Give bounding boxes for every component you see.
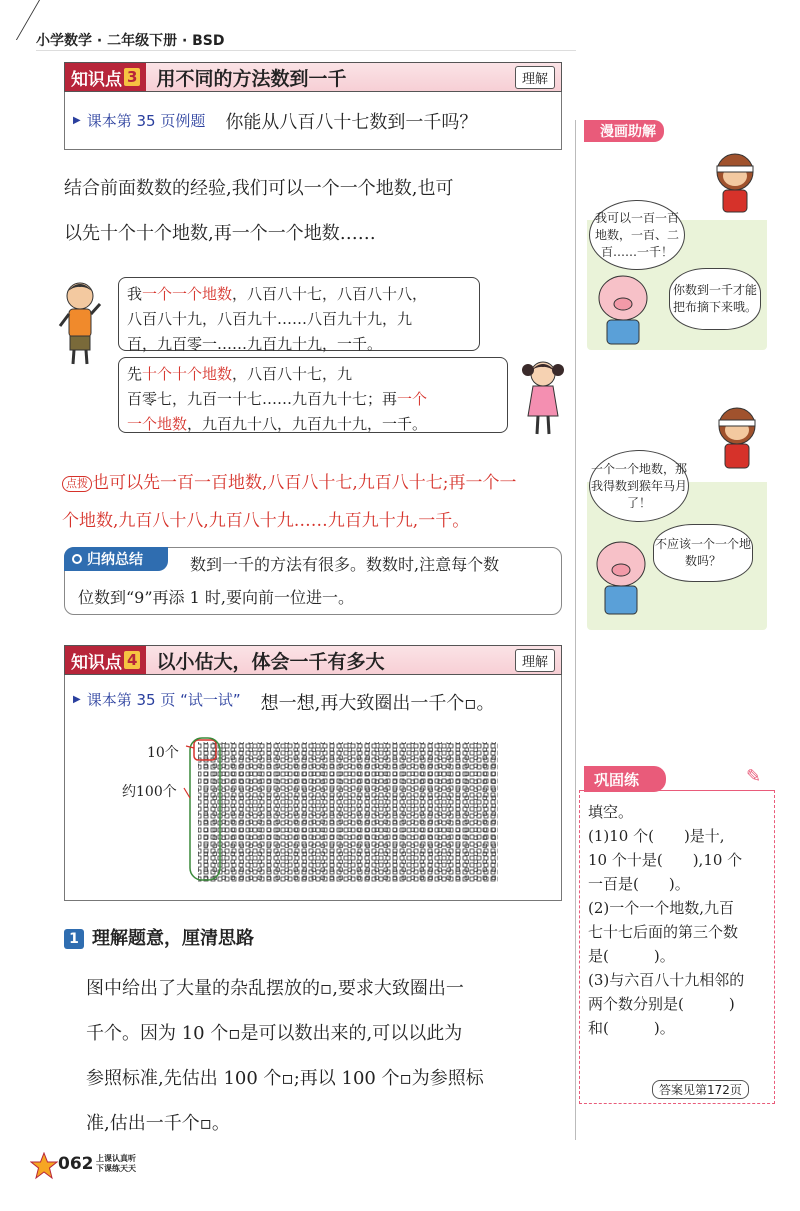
- tip-block: [62, 464, 572, 540]
- answer-reference: 答案见第172页: [652, 1080, 749, 1099]
- practice-content: 填空。 (1)10 个( )是十, 10 个十是( ),10 个 一百是( )。 (2)一个一个地数,九百 七十七后面的第三个数 是( )。 (3)与六百八十九相邻的 两个数分别是( ) 和( )。: [588, 800, 774, 1040]
- kp3-tag: 知识点 3: [65, 63, 146, 91]
- triangle-icon: ▶: [73, 694, 81, 705]
- comic2-monkey-bubble: 一个一个地数，那我得数到猴年马月了！: [589, 450, 689, 522]
- girl-illustration: [518, 356, 568, 440]
- step-number: 1: [64, 929, 84, 949]
- tip-tag: 点拨: [62, 476, 92, 492]
- kp3-title: 用不同的方法数到一千: [156, 67, 347, 90]
- intro-line-2: 以先十个十个地数,再一个一个地数……: [64, 223, 376, 244]
- comic-panel-1: [587, 150, 767, 350]
- column-divider: [575, 120, 576, 1140]
- comic-label: 漫画助解: [584, 120, 664, 142]
- triangle-icon: ▶: [73, 115, 81, 126]
- summary-line-2: 位数到“9”再添 1 时,要向前一位进一。: [78, 588, 354, 607]
- pig-illustration: [593, 270, 657, 350]
- comic1-monkey-bubble: 我可以一百一百地数，一百、二百……一千！: [589, 200, 685, 270]
- figure-label-10: 10个: [147, 745, 179, 761]
- practice-label: 巩固练: [584, 766, 666, 792]
- kp4-tag: 知识点 4: [65, 646, 146, 674]
- pig-illustration: [591, 536, 655, 620]
- running-head: 小学数学 · 二年级下册 · BSD: [36, 33, 225, 49]
- intro-paragraph: [64, 166, 564, 256]
- highlight-text: 一个一个地数: [142, 285, 233, 303]
- kp3-ref-label: ▶ 课本第 35 页例题: [73, 112, 206, 130]
- kp3-badge: 理解: [515, 66, 555, 89]
- comic1-pig-bubble: 你数到一千才能把布摘下来哦。: [669, 268, 761, 330]
- monkey-illustration: [705, 150, 765, 220]
- practice-q2: (2)一个一个地数,九百: [588, 899, 735, 917]
- figure-label-100: 约100个: [122, 784, 177, 800]
- header-rule: [36, 50, 576, 51]
- intro-line-1: 结合前面数数的经验,我们可以一个一个地数,也可: [64, 178, 454, 199]
- summary-line-1: 数到一千的方法有很多。数数时,注意每个数: [190, 555, 500, 574]
- squares-figure: [182, 736, 502, 886]
- speech-bubble-girl: 先十个十个地数，八百八十七，九 百零七，九百一十七……九百九十七；再一个 一个地数，九百九十八，九百九十九，一千。: [118, 357, 508, 433]
- kp3-reference: [64, 92, 562, 150]
- kp3-question: 你能从八百八十七数到一千吗？: [225, 111, 478, 133]
- kp4-question: 想一想,再大致圈出一千个▫。: [260, 693, 495, 714]
- kp3-number: 3: [124, 68, 140, 86]
- step-title: 理解题意，厘清思路: [92, 928, 254, 949]
- comic2-pig-bubble: 不应该一个一个地数吗？: [653, 524, 753, 582]
- kp4-badge: 理解: [515, 649, 555, 672]
- boy-illustration: [56, 278, 104, 370]
- footer-slogan: 上课认真听 下课练天天: [96, 1154, 136, 1173]
- page-number: 062: [58, 1154, 94, 1174]
- practice-title: 填空。: [588, 803, 634, 821]
- circle-icon: [72, 554, 82, 564]
- practice-q3: (3)与六百八十九相邻的: [588, 971, 745, 989]
- practice-q1: (1)10 个( )是十,: [588, 827, 725, 845]
- step-paragraph: 图中给出了大量的杂乱摆放的▫,要求大致圈出一 千个。因为 10 个▫是可以数出来的,可以以此为 参照标准,先估出 100 个▫;再以 100 个▫为参照标 准,估出一千个▫。: [86, 978, 484, 1134]
- kp4-title: 以小估大，体会一千有多大: [156, 650, 385, 673]
- kp3-title-bar: [64, 62, 562, 92]
- tip-line-1: 也可以先一百一百地数,八百八十七,九百八十七;再一个一: [92, 473, 517, 493]
- pencil-icon: ✎: [746, 766, 762, 787]
- star-icon: [30, 1152, 58, 1180]
- highlight-text: 十个十个地数: [142, 365, 233, 383]
- summary-tag: 归纳总结: [64, 547, 168, 571]
- monkey-illustration: [707, 402, 767, 482]
- kp4-ref-label: ▶ 课本第 35 页 “试一试”: [73, 691, 241, 709]
- corner-decoration: [0, 0, 40, 40]
- speech-bubble-boy: 我一个一个地数，八百八十七，八百八十八， 八百八十九，八百九十……八百九十九，九 百，九百零一……九百九十九，一千。: [118, 277, 480, 351]
- kp4-number: 4: [124, 651, 140, 669]
- comic-panel-2: [587, 402, 767, 630]
- kp4-title-bar: [64, 645, 562, 675]
- tip-line-2: 个地数,九百八十八,九百八十九……九百九十九,一千。: [62, 511, 470, 531]
